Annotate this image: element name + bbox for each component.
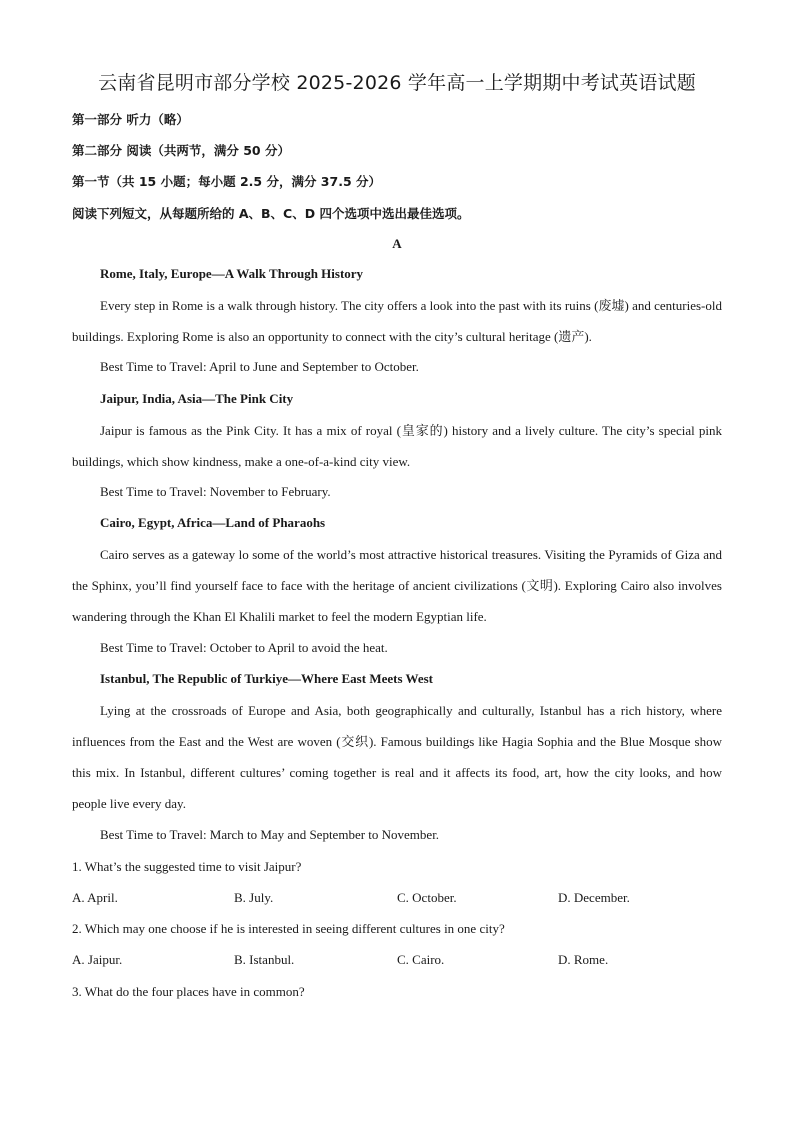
place-heading-jaipur: Jaipur, India, Asia—The Pink City <box>100 391 294 406</box>
place-text-istanbul: Lying at the crossroads of Europe and Asia, both geographically and culturally, Istanbul has a rich history, where influences from the East and the West are woven (交织). Famous buildings like Hagia Sophia and the Blue Mosque show this mix. In Istanbul, different cultures’ coming together is real and it affects its food, art, how the city looks, and how people live every day. <box>72 703 722 811</box>
place-heading-istanbul: Istanbul, The Republic of Turkiye—Where East Meets West <box>100 671 433 686</box>
best-time-istanbul: Best Time to Travel: March to May and September to November. <box>100 827 440 842</box>
place-heading-rome: Rome, Italy, Europe—A Walk Through History <box>100 266 364 281</box>
section1-heading: 第一节（共 15 小题；每小题 2.5 分，满分 37.5 分） <box>72 174 381 189</box>
place-text-jaipur: Jaipur is famous as the Pink City. It has a mix of royal (皇家的) history and a lively culture. The city’s special pink buildings, which show kindness, make a one-of-a-kind city view. <box>72 423 722 469</box>
part2-heading: 第二部分 阅读（共两节，满分 50 分） <box>72 143 290 158</box>
question-1: 1. What’s the suggested time to visit Jaipur? <box>72 859 302 874</box>
best-time-rome: Best Time to Travel: April to June and September to October. <box>100 359 419 374</box>
best-time-jaipur: Best Time to Travel: November to February. <box>100 484 331 499</box>
question-2: 2. Which may one choose if he is interested in seeing different cultures in one city? <box>72 921 505 936</box>
option-d[interactable]: D. Rome. <box>558 952 609 967</box>
option-d[interactable]: D. December. <box>558 890 630 905</box>
best-time-cairo: Best Time to Travel: October to April to avoid the heat. <box>100 640 388 655</box>
option-b[interactable]: B. Istanbul. <box>234 952 295 967</box>
part1-heading: 第一部分 听力（略） <box>72 112 189 127</box>
option-a[interactable]: A. April. <box>72 890 118 905</box>
page-title: 云南省昆明市部分学校 2025-2026 学年高一上学期期中考试英语试题 <box>98 72 696 94</box>
question-3: 3. What do the four places have in common? <box>72 984 305 999</box>
place-heading-cairo: Cairo, Egypt, Africa—Land of Pharaohs <box>100 515 326 530</box>
place-text-cairo: Cairo serves as a gateway lo some of the world’s most attractive historical treasures. Visiting the Pyramids of Giza and the Sphinx, you’ll find yourself face to face with the heritage of ancient civilizations (文明). Exploring Cairo also involves wandering through the Khan El Khalili market to feel the modern Egyptian life. <box>72 547 722 624</box>
option-c[interactable]: C. Cairo. <box>397 952 445 967</box>
place-text-rome: Every step in Rome is a walk through history. The city offers a look into the past with its ruins (废墟) and centuries-old buildings. Exploring Rome is also an opportunity to connect with the city’s cultural heritage (遗产). <box>72 298 722 344</box>
option-b[interactable]: B. July. <box>234 890 274 905</box>
option-c[interactable]: C. October. <box>397 890 457 905</box>
reading-instruction: 阅读下列短文，从每题所给的 A、B、C、D 四个选项中选出最佳选项。 <box>72 206 470 221</box>
passage-label: A <box>392 236 402 251</box>
option-a[interactable]: A. Jaipur. <box>72 952 123 967</box>
